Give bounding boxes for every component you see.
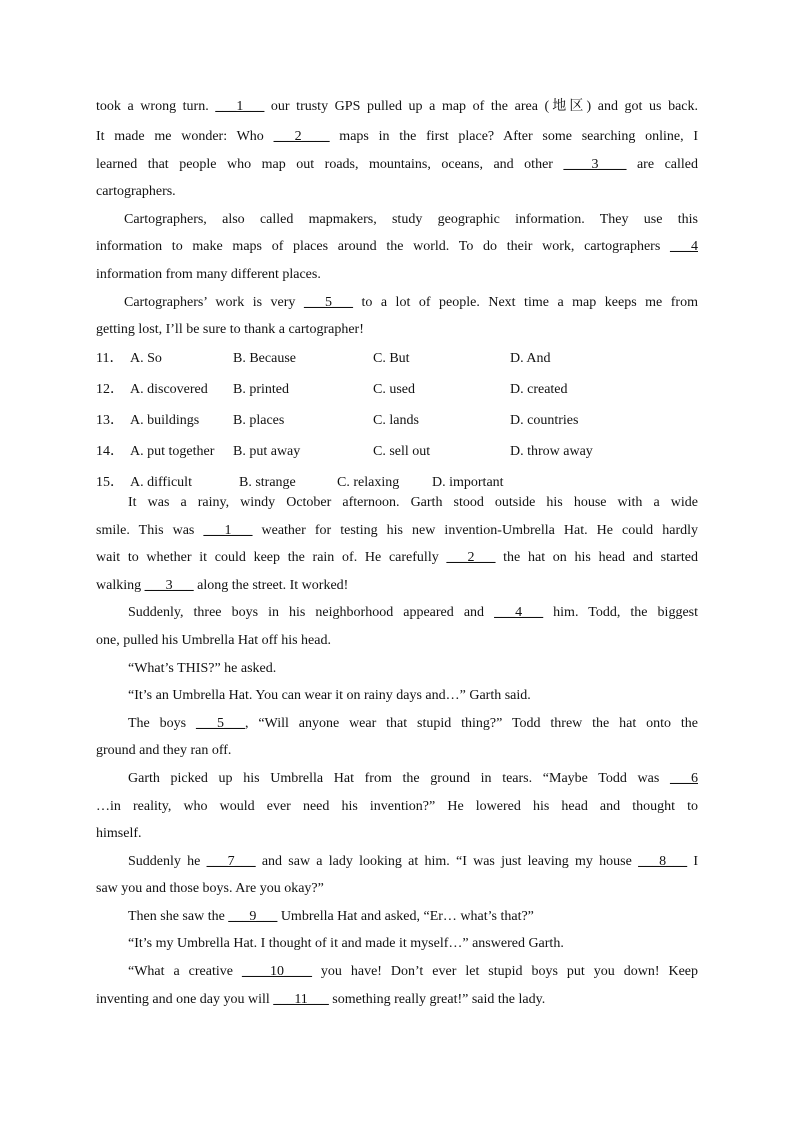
option-b: B. printed	[233, 382, 289, 397]
option-d: D. important	[432, 475, 504, 490]
option-b: B. places	[233, 413, 285, 428]
text: Suddenly he	[128, 854, 207, 869]
option-a: A. discovered	[130, 382, 208, 397]
passage-a-line-3	[96, 156, 698, 174]
passage-b-line-15: saw you and those boys. Are you okay?”	[96, 881, 324, 896]
passage-a-line-6	[96, 238, 698, 256]
passage-b-line-6: one, pulled his Umbrella Hat off his head.	[96, 633, 331, 648]
option-d: D. And	[510, 351, 551, 366]
blank-4: ___4	[670, 239, 698, 254]
question-number: 13．	[96, 413, 124, 428]
passage-b-line-18	[128, 963, 698, 981]
text: you have! Don’t ever let stupid boys put you down! Keep	[311, 964, 698, 979]
passage-a-line-2	[96, 128, 698, 146]
passage-b-line-7: “What’s THIS?” he asked.	[128, 661, 277, 676]
text: along the street. It worked!	[193, 578, 349, 593]
option-d: D. countries	[510, 413, 579, 428]
option-c: C. relaxing	[337, 475, 400, 490]
text: The boys	[128, 716, 196, 731]
text: are called	[626, 157, 698, 172]
blank-7: ___7___	[206, 854, 256, 869]
passage-b-line-16	[128, 908, 698, 926]
text: walking	[96, 578, 145, 593]
passage-a-line-1	[96, 98, 698, 116]
blank-4: ___4___	[494, 605, 544, 620]
blank-3: ____3____	[563, 157, 627, 172]
blank-11: ___11___	[273, 992, 329, 1007]
option-b: B. Because	[233, 351, 296, 366]
blank-2: ___2____	[273, 129, 330, 144]
text: It made me wonder: Who	[96, 129, 274, 144]
text: and saw a lady looking at him. “I was just leaving my house	[255, 854, 639, 869]
text: took a wrong turn.	[96, 99, 216, 114]
option-a: A. difficult	[130, 475, 192, 490]
passage-a-line-4: cartographers.	[96, 184, 176, 199]
blank-10: ____10____	[241, 964, 312, 979]
question-number: 11．	[96, 351, 124, 366]
passage-a-line-7: information from many different places.	[96, 267, 321, 282]
passage-a-line-9: getting lost, I’ll be sure to thank a cartographer!	[96, 322, 364, 337]
text: information to make maps of places around the world. To do their work, cartographers	[96, 239, 670, 254]
passage-b-line-8: “It’s an Umbrella Hat. You can wear it on rainy days and…” Garth said.	[128, 688, 531, 703]
text: Garth picked up his Umbrella Hat from the ground in tears. “Maybe Todd was	[128, 771, 670, 786]
text: , “Will anyone wear that stupid thing?” Todd threw the hat onto the	[244, 716, 698, 731]
blank-2: ___2___	[446, 550, 496, 565]
blank-9: ___9___	[228, 909, 278, 924]
passage-b-line-1: It was a rainy, windy October afternoon. Garth stood outside his house with a wide	[128, 495, 698, 510]
text: our trusty GPS pulled up a map of the area (地区) and got us back.	[264, 99, 698, 114]
text: weather for testing his new invention-Umbrella Hat. He could hardly	[252, 523, 698, 538]
text: smile. This was	[96, 523, 204, 538]
text: Then she saw the	[128, 909, 229, 924]
blank-5: ___5___	[303, 295, 353, 310]
text: him. Todd, the biggest	[543, 605, 698, 620]
text: inventing and one day you will	[96, 992, 274, 1007]
option-a: A. So	[130, 351, 162, 366]
passage-b-line-17: “It’s my Umbrella Hat. I thought of it and made it myself…” answered Garth.	[128, 936, 564, 951]
passage-a-line-5: Cartographers, also called mapmakers, study geographic information. They use this	[124, 212, 698, 227]
text: something really great!” said the lady.	[328, 992, 546, 1007]
passage-b-line-10: ground and they ran off.	[96, 743, 232, 758]
text: Umbrella Hat and asked, “Er… what’s that?”	[277, 909, 534, 924]
text: to a lot of people. Next time a map keeps me from	[352, 295, 698, 310]
passage-b-line-9	[128, 715, 698, 733]
option-d: D. created	[510, 382, 568, 397]
text: learned that people who map out roads, mountains, oceans, and other	[96, 157, 564, 172]
option-c: C. lands	[373, 413, 419, 428]
passage-b-line-3	[96, 549, 698, 567]
option-b: B. put away	[233, 444, 301, 459]
passage-b-line-14	[128, 853, 698, 871]
passage-b-line-4	[96, 577, 698, 595]
passage-b-line-19	[96, 991, 698, 1009]
blank-8: ___8___	[638, 854, 688, 869]
text: maps in the first place? After some searching online, I	[329, 129, 698, 144]
text: Suddenly, three boys in his neighborhood appeared and	[128, 605, 495, 620]
option-b: B. strange	[239, 475, 296, 490]
option-c: C. used	[373, 382, 415, 397]
option-d: D. throw away	[510, 444, 593, 459]
blank-3: ___3___	[144, 578, 194, 593]
blank-1: ___1___	[203, 523, 253, 538]
passage-a-line-8	[124, 294, 698, 312]
option-a: A. buildings	[130, 413, 200, 428]
text: Cartographers’ work is very	[124, 295, 304, 310]
passage-b-line-5	[128, 604, 698, 622]
text: wait to whether it could keep the rain of. He carefully	[96, 550, 447, 565]
text: “What a creative	[128, 964, 242, 979]
option-c: C. But	[373, 351, 410, 366]
blank-6: ___6	[670, 771, 698, 786]
option-a: A. put together	[130, 444, 215, 459]
passage-b-line-13: himself.	[96, 826, 142, 841]
passage-b-line-2	[96, 522, 698, 540]
question-number: 12．	[96, 382, 124, 397]
option-c: C. sell out	[373, 444, 431, 459]
text: the hat on his head and started	[495, 550, 698, 565]
blank-1: ___1___	[215, 99, 265, 114]
question-number: 15．	[96, 475, 124, 490]
blank-5: ___5___	[195, 716, 245, 731]
text: I	[687, 854, 698, 869]
passage-b-line-11	[128, 770, 698, 788]
question-number: 14．	[96, 444, 124, 459]
passage-b-line-12: …in reality, who would ever need his invention?” He lowered his head and thought to	[96, 799, 698, 814]
